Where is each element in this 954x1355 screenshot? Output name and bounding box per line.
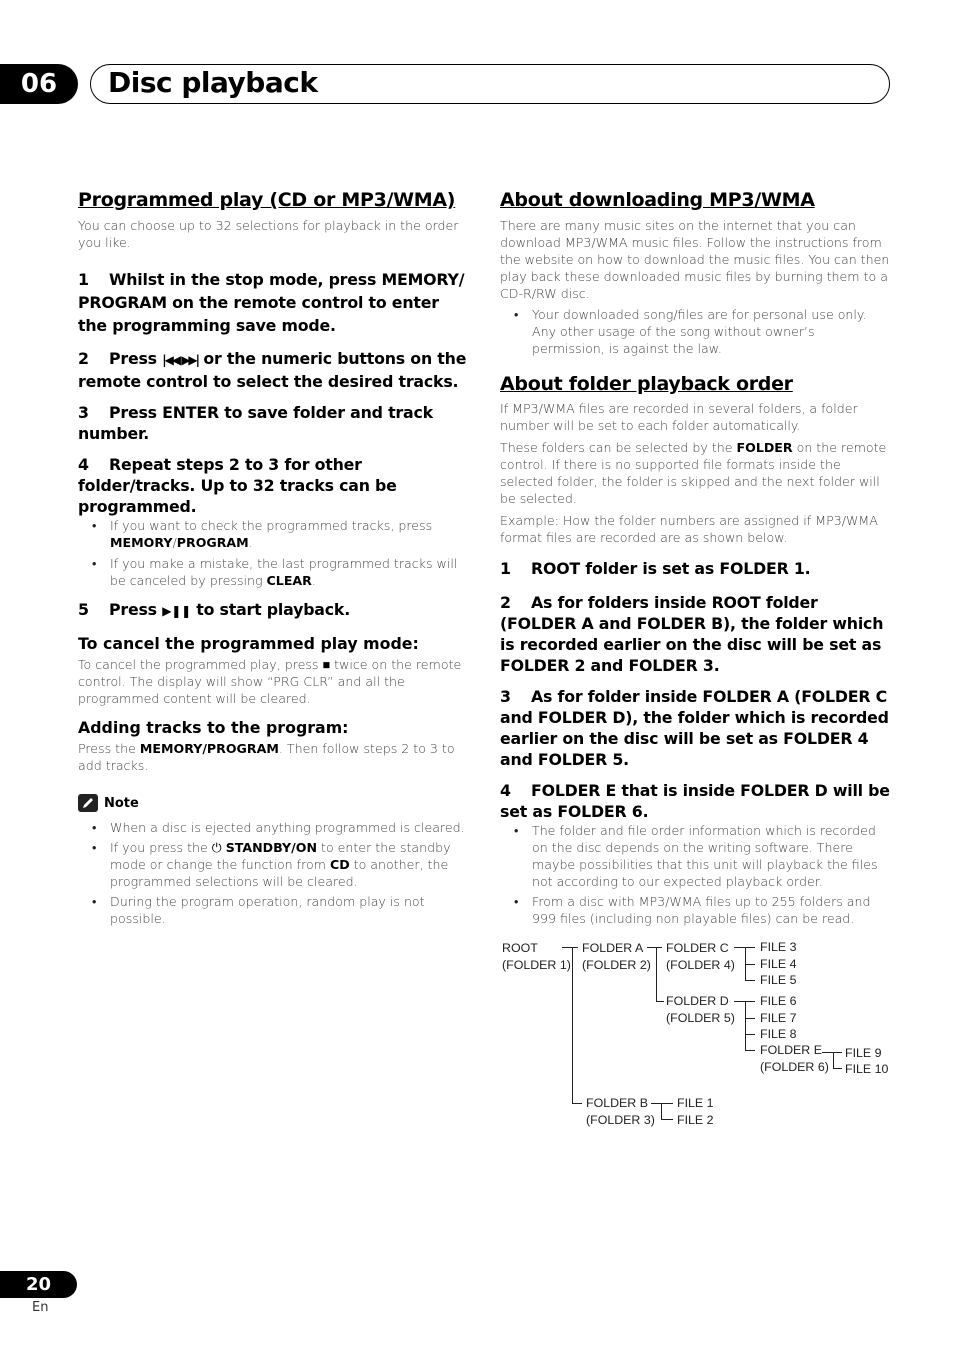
folder-order-p3: Example: How the folder numbers are assigned if MP3/WMA format files are recorded are as shown below. [500, 513, 878, 545]
tree-connector [562, 947, 578, 948]
list-item: • From a disc with MP3/WMA files up to 255 folders and 999 files (including non playable files) can be read. [500, 893, 890, 927]
tree-connector [822, 1052, 842, 1053]
note-header: Note [78, 794, 470, 812]
tree-connector [651, 1103, 673, 1104]
tree-folder-b-num: (FOLDER 3) [586, 1113, 655, 1127]
folder-order-p1: If MP3/WMA files are recorded in several folders, a folder number will be set to each folder automatically. [500, 401, 858, 433]
tree-file: FILE 8 [760, 1027, 797, 1041]
left-step-5: 5 Press ▶❚❚ to start playback. [78, 600, 351, 619]
left-step-4: 4 Repeat steps 2 to 3 for other folder/tracks. Up to 32 tracks can be programmed. [78, 455, 397, 516]
tree-file: FILE 9 [845, 1046, 882, 1060]
tree-root-name: ROOT [502, 941, 538, 955]
tree-folder-e-name: FOLDER E [760, 1043, 822, 1057]
tree-connector [572, 947, 573, 1104]
right-step-1: 1 ROOT folder is set as FOLDER 1. [500, 559, 811, 578]
right-step-2: 2 As for folders inside ROOT folder (FOLDER A and FOLDER B), the folder which is recorded earlier on the disc will be set as FOLDER 2 and FOLDER 3. [500, 593, 884, 675]
downloading-heading: About downloading MP3/WMA [500, 189, 815, 211]
tree-file: FILE 10 [845, 1062, 889, 1076]
downloading-text: There are many music sites on the internet that you can download MP3/WMA music files. Follow the instructions from the website on how to download the music files. You can then play back these downloaded music files by burning them to a CD-R/RW disc. [500, 218, 890, 301]
page-title: Disc playback [108, 66, 318, 99]
tree-root-num: (FOLDER 1) [502, 958, 571, 972]
tree-connector [745, 1034, 755, 1035]
tree-folder-b-name: FOLDER B [586, 1096, 648, 1110]
tree-folder-a-name: FOLDER A [582, 941, 644, 955]
stop-icon: ■ [322, 657, 331, 672]
language-code: En [32, 1300, 49, 1315]
tree-connector [745, 964, 755, 965]
tree-connector [656, 1001, 664, 1002]
tree-connector [745, 1050, 755, 1051]
power-icon: ⏻ [211, 840, 226, 855]
list-item: • Your downloaded song/files are for personal use only. Any other usage of the song without owner’s permission, is against the law. [500, 306, 890, 357]
tree-connector [661, 1103, 662, 1120]
list-item: • If you want to check the programmed tracks, press MEMORY/PROGRAM. [78, 517, 470, 551]
prev-next-icon: |◀◀ ▶▶| [162, 353, 199, 367]
tree-folder-c-num: (FOLDER 4) [666, 958, 735, 972]
cancel-heading: To cancel the programmed play mode: [78, 634, 419, 653]
tree-folder-e-num: (FOLDER 6) [760, 1060, 829, 1074]
cancel-text: To cancel the programmed play, press ■ twice on the remote control. The display will show “PRG CLR” and all the programmed content will be cleared. [78, 657, 462, 706]
tree-connector [833, 1068, 842, 1069]
programmed-play-intro: You can choose up to 32 selections for playback in the order you like. [78, 218, 459, 250]
tree-file: FILE 2 [677, 1113, 714, 1127]
tree-folder-d-num: (FOLDER 5) [666, 1011, 735, 1025]
tree-connector [572, 1103, 582, 1104]
folder-order-p2: These folders can be selected by the FOLDER on the remote control. If there is no supported file formats inside the selected folder, the folder is skipped and the next folder will be selected. [500, 440, 887, 506]
tree-connector [745, 1001, 746, 1051]
tree-file: FILE 5 [760, 973, 797, 987]
list-item: • During the program operation, random play is not possible. [78, 893, 470, 927]
list-item: • The folder and file order information which is recorded on the disc depends on the writing software. There maybe possibilities that this unit will playback the files not according to our expected playback order. [500, 822, 890, 890]
left-step-3: 3 Press ENTER to save folder and track number. [78, 403, 433, 443]
play-pause-icon: ▶❚❚ [162, 604, 191, 618]
page-number-badge: 20 [0, 1271, 77, 1298]
programmed-play-heading: Programmed play (CD or MP3/WMA) [78, 189, 456, 211]
list-item: • When a disc is ejected anything programmed is cleared. [78, 819, 470, 836]
tree-connector [745, 980, 755, 981]
tree-connector [647, 947, 662, 948]
right-step-4: 4 FOLDER E that is inside FOLDER D will be set as FOLDER 6. [500, 781, 890, 821]
tree-connector [661, 1119, 673, 1120]
tree-file: FILE 7 [760, 1011, 797, 1025]
adding-text: Press the MEMORY/PROGRAM. Then follow steps 2 to 3 to add tracks. [78, 741, 455, 773]
tree-connector [833, 1052, 834, 1069]
tree-connector [745, 1018, 755, 1019]
list-item: • If you press the ⏻ STANDBY/ON to enter the standby mode or change the function from CD to another, the programmed selections will be cleared. [78, 839, 470, 890]
tree-folder-c-name: FOLDER C [666, 941, 729, 955]
tree-file: FILE 4 [760, 957, 797, 971]
tree-folder-d-name: FOLDER D [666, 994, 729, 1008]
right-step-3: 3 As for folder inside FOLDER A (FOLDER C and FOLDER D), the folder which is recorded earlier on the disc will be set as FOLDER 4 and FOLDER 5. [500, 687, 889, 769]
tree-file: FILE 3 [760, 940, 797, 954]
list-item: • If you make a mistake, the last programmed tracks will be canceled by pressing CLEAR. [78, 555, 470, 589]
left-step-1: 1 Whilst in the stop mode, press MEMORY/ PROGRAM on the remote control to enter the programming save mode. [78, 270, 465, 335]
tree-connector [656, 947, 657, 1002]
chapter-number-badge: 06 [0, 64, 78, 104]
tree-folder-a-num: (FOLDER 2) [582, 958, 651, 972]
left-step-2: 2 Press |◀◀ ▶▶| or the numeric buttons on the remote control to select the desired tracks. [78, 349, 467, 391]
folder-order-heading: About folder playback order [500, 373, 793, 395]
adding-heading: Adding tracks to the program: [78, 718, 349, 737]
tree-file: FILE 1 [677, 1096, 714, 1110]
tree-file: FILE 6 [760, 994, 797, 1008]
